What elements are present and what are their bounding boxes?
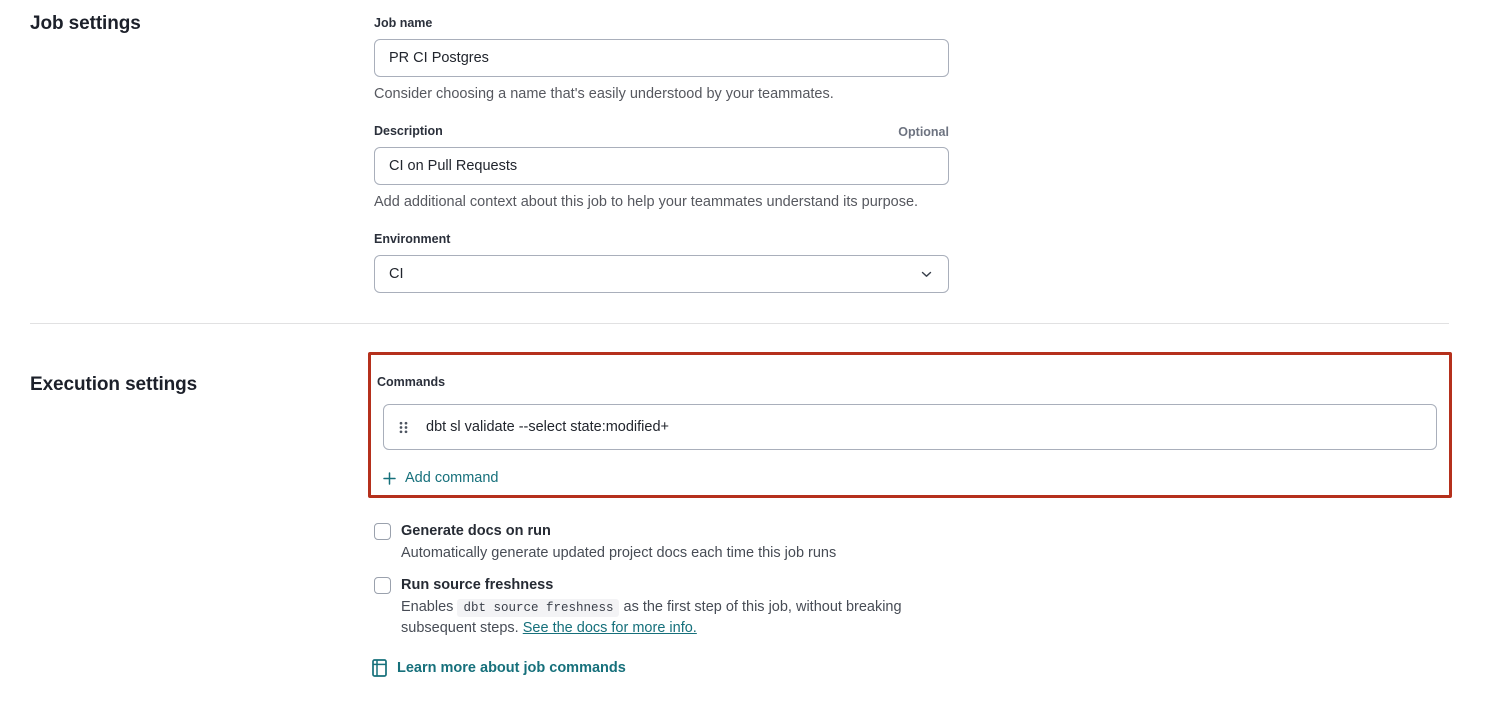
docs-icon <box>372 659 387 677</box>
description-group <box>374 124 949 212</box>
job-options <box>374 521 959 638</box>
environment-selected-value: CI <box>389 266 404 282</box>
description-helper: Add additional context about this job to help your teammates understand its purpose. <box>374 194 919 210</box>
job-name-label: Job name <box>374 16 433 30</box>
drag-handle-icon[interactable] <box>399 421 408 434</box>
command-input[interactable]: dbt sl validate --select state:modified+ <box>426 419 669 435</box>
generate-docs-row <box>374 521 959 563</box>
description-label: Description <box>374 124 443 138</box>
job-name-helper: Consider choosing a name that's easily understood by your teammates. <box>374 86 834 102</box>
commands-highlight-box <box>368 352 1452 498</box>
environment-group <box>374 232 949 293</box>
job-name-input[interactable] <box>374 39 949 77</box>
source-freshness-description: Enables dbt source freshness as the first step of this job, without breaking subsequent steps. See the docs for more info. <box>401 599 902 636</box>
add-command-label: Add command <box>405 470 499 486</box>
source-freshness-row <box>374 575 959 638</box>
generate-docs-description: Automatically generate updated project docs each time this job runs <box>401 545 837 561</box>
learn-more-label: Learn more about job commands <box>397 660 626 676</box>
job-settings-heading: Job settings <box>30 13 141 34</box>
command-row[interactable] <box>383 404 1437 450</box>
source-freshness-code: dbt source freshness <box>457 599 619 617</box>
section-divider <box>30 323 1449 324</box>
commands-label: Commands <box>377 375 446 389</box>
source-freshness-checkbox[interactable] <box>374 577 391 594</box>
learn-more-button[interactable] <box>372 659 626 677</box>
chevron-down-icon <box>921 271 932 278</box>
environment-select[interactable] <box>374 255 949 293</box>
description-input[interactable] <box>374 147 949 185</box>
optional-badge: Optional <box>898 125 949 139</box>
source-freshness-label[interactable]: Run source freshness <box>401 577 554 593</box>
generate-docs-checkbox[interactable] <box>374 523 391 540</box>
job-name-group <box>374 16 949 104</box>
generate-docs-label[interactable]: Generate docs on run <box>401 523 551 539</box>
job-settings-form <box>374 16 949 313</box>
add-command-button[interactable] <box>383 470 499 486</box>
plus-icon <box>383 472 396 485</box>
see-docs-link[interactable]: See the docs for more info. <box>522 620 697 636</box>
execution-settings-heading: Execution settings <box>30 374 198 395</box>
environment-label: Environment <box>374 232 451 246</box>
